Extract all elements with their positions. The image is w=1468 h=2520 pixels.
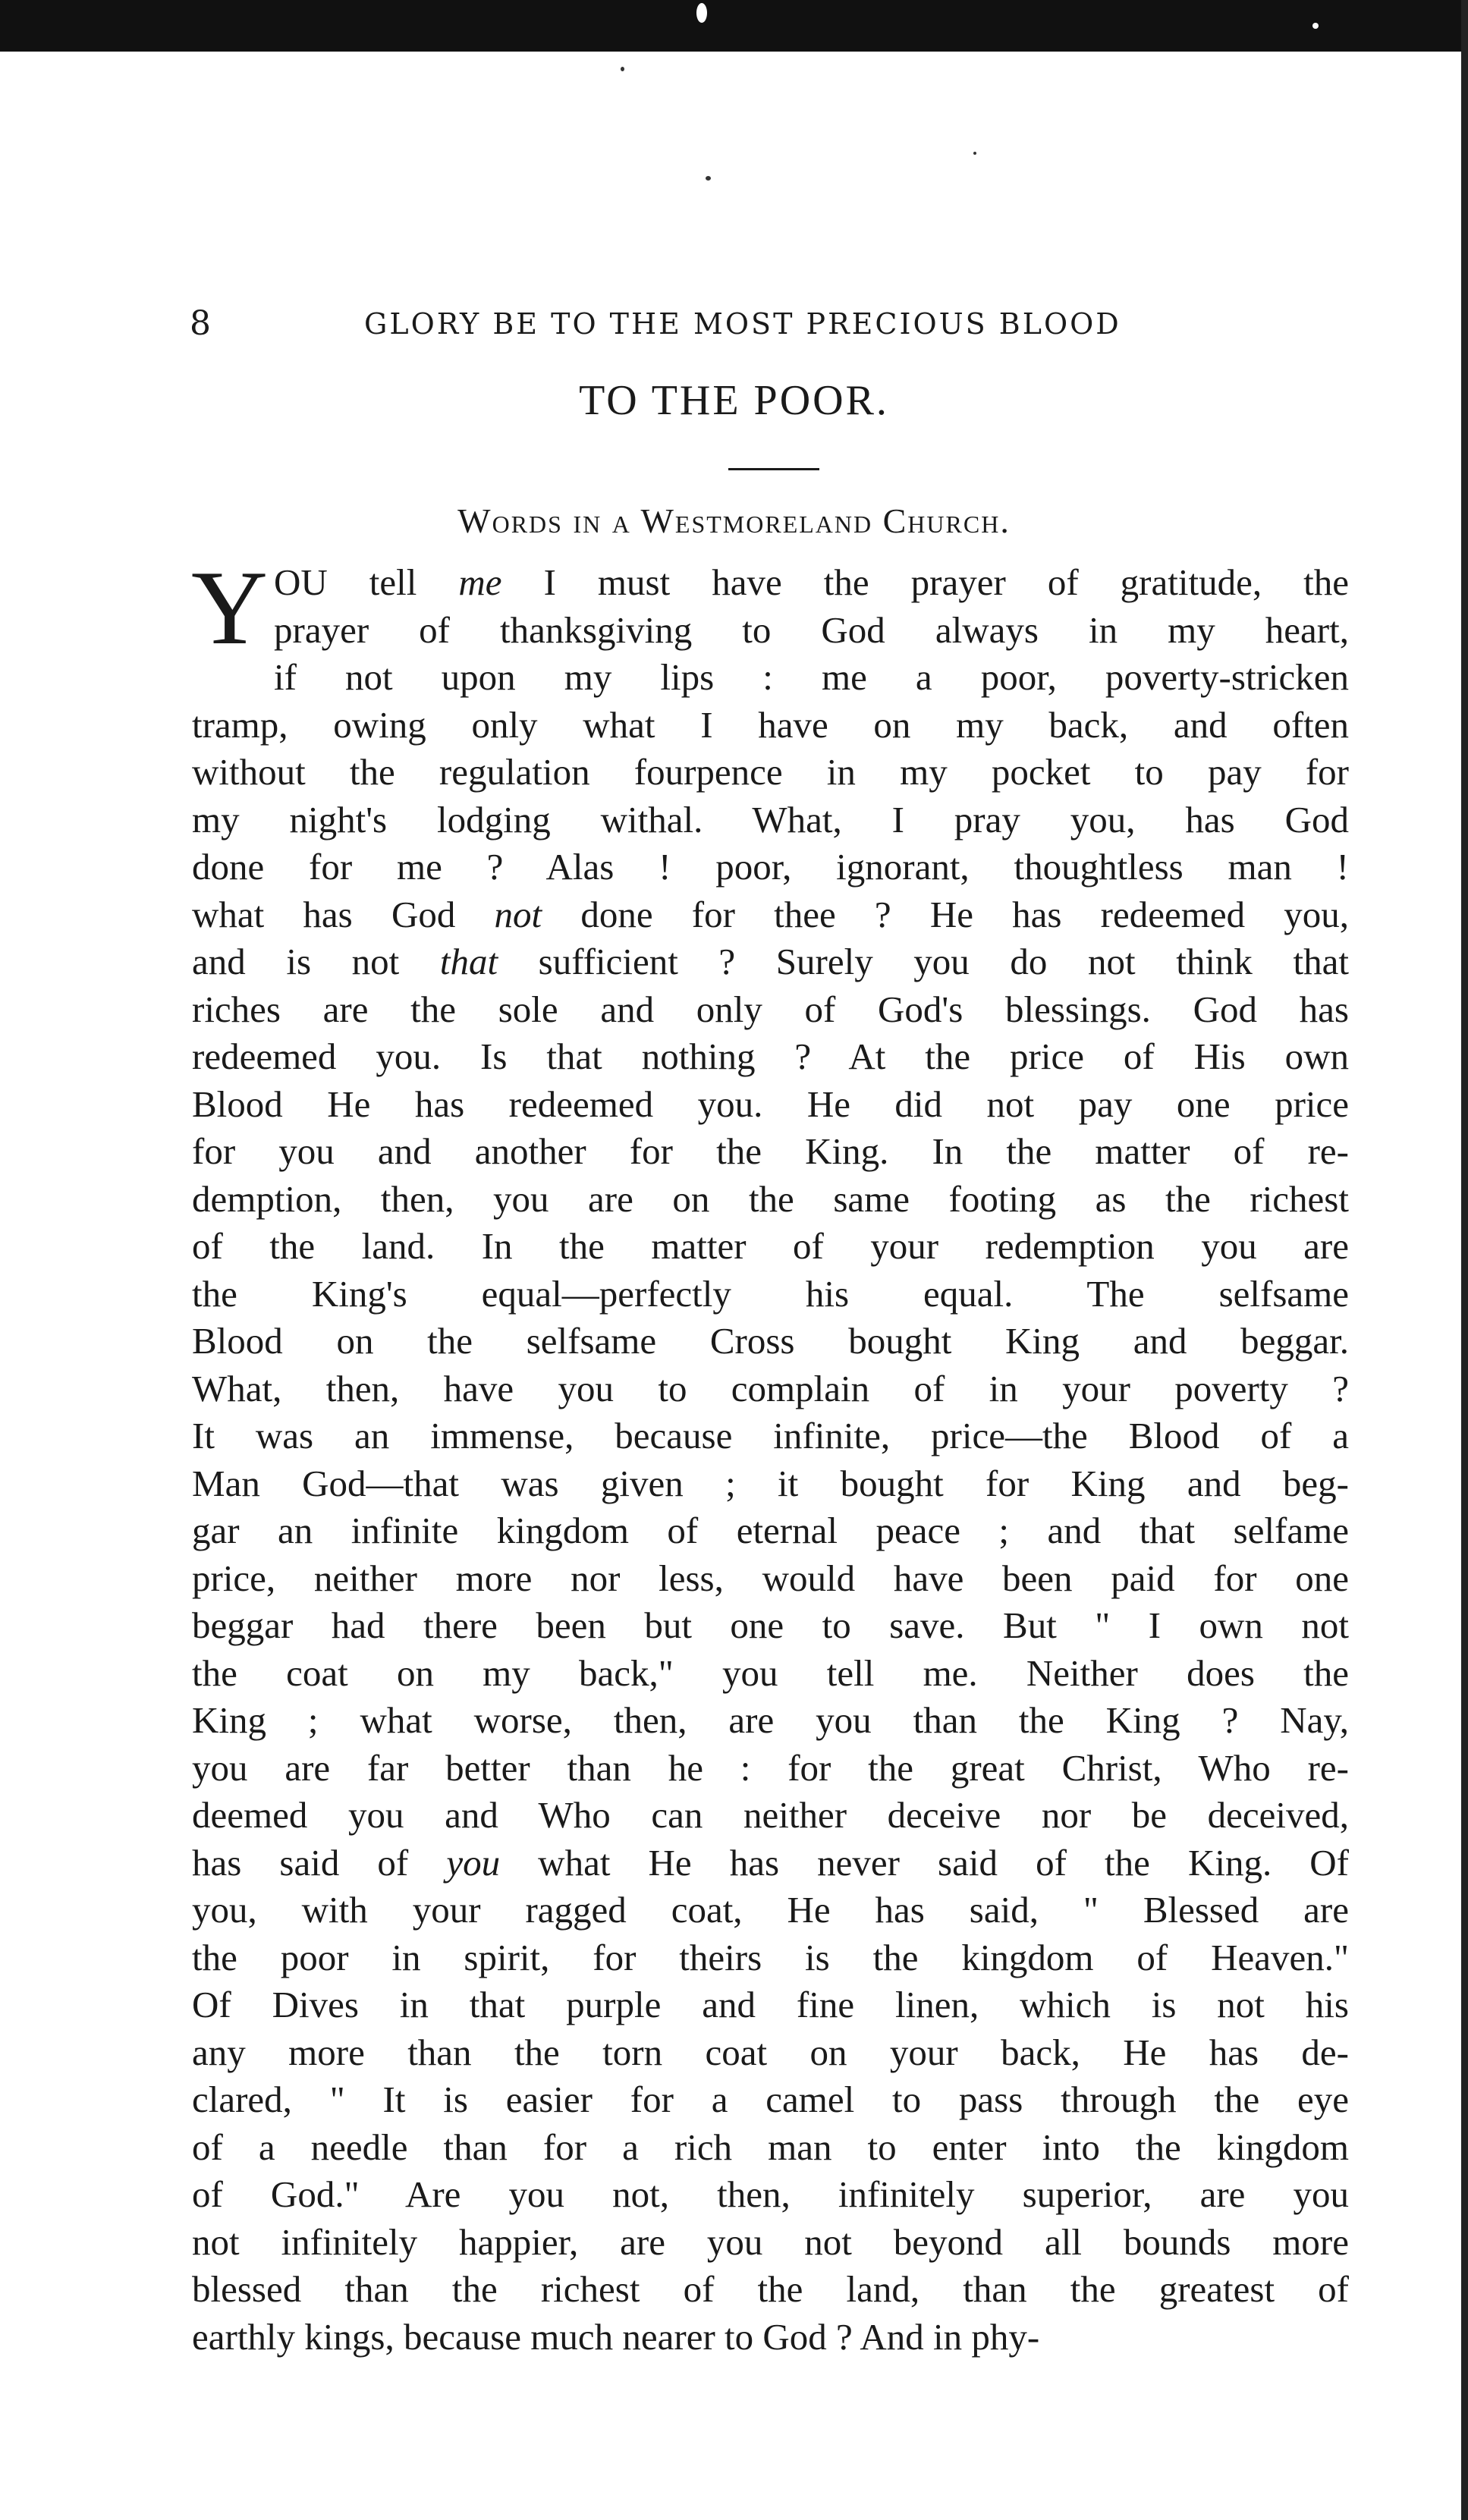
scan-speck: [621, 67, 624, 71]
text-line: has said of you what He has never said of the King. Of: [192, 1841, 1349, 1884]
text-line: price, neither more nor less, would have been paid for one: [192, 1557, 1349, 1599]
text-line: What, then, have you to complain of in your poverty ?: [192, 1367, 1349, 1409]
text-line: if not upon my lips : me a poor, poverty-stricken: [274, 656, 1349, 698]
text-line: deemed you and Who can neither deceive nor be deceived,: [192, 1794, 1349, 1836]
scan-speck: [1312, 23, 1319, 29]
text-line: It was an immense, because infinite, price—the Blood of a: [192, 1415, 1349, 1456]
scan-speck: [696, 3, 707, 23]
drop-cap: Y: [191, 549, 269, 667]
text-line: done for me ? Alas ! poor, ignorant, thoughtless man !: [192, 846, 1349, 888]
text-line: blessed than the richest of the land, than the greatest of: [192, 2268, 1349, 2310]
text-line: Man God—that was given ; it bought for King and beg-: [192, 1462, 1349, 1504]
emphasis-text: me: [458, 561, 502, 603]
scan-top-border: [0, 0, 1468, 52]
running-title: GLORY BE TO THE MOST PRECIOUS BLOOD: [364, 307, 1121, 341]
emphasis-text: not: [494, 893, 542, 935]
text-line: not infinitely happier, are you not beyond all bounds more: [192, 2220, 1349, 2263]
text-line: gar an infinite kingdom of eternal peace ; and that selfame: [192, 1510, 1349, 1551]
text-line: OU tell me I must have the prayer of gratitude, the: [274, 561, 1349, 603]
emphasis-text: that: [439, 941, 498, 982]
text-line: and is not that sufficient ? Surely you do not think that: [192, 941, 1349, 982]
text-line: my night's lodging withal. What, I pray you, has God: [192, 798, 1349, 841]
text-line: the King's equal—perfectly his equal. The selfsame: [192, 1272, 1349, 1315]
text-line: the poor in spirit, for theirs is the kingdom of Heaven.": [192, 1936, 1349, 1978]
text-line: redeemed you. Is that nothing ? At the price of His own: [192, 1035, 1349, 1077]
text-line: of God." Are you not, then, infinitely superior, are you: [192, 2173, 1349, 2215]
text-line: you are far better than he : for the great Christ, Who re-: [192, 1746, 1349, 1789]
scan-speck: [706, 176, 711, 181]
text-line: without the regulation fourpence in my pocket to pay for: [192, 751, 1349, 793]
text-line: King ; what worse, then, are you than the King ? Nay,: [192, 1699, 1349, 1741]
scan-speck: [973, 152, 976, 155]
text-line: prayer of thanksgiving to God always in my heart,: [274, 608, 1349, 651]
emphasis-text: you: [446, 1841, 501, 1884]
text-line: you, with your ragged coat, He has said, " Blessed are: [192, 1889, 1349, 1931]
body-text: [192, 559, 1349, 2361]
running-head: [190, 297, 1275, 350]
text-line: of the land. In the matter of your redemption you are: [192, 1225, 1349, 1267]
text-line: of a needle than for a rich man to enter into the kingdom: [192, 2126, 1349, 2168]
title-rule: [728, 468, 819, 470]
text-line: Blood on the selfsame Cross bought King and beggar.: [192, 1320, 1349, 1362]
text-line: what has God not done for thee ? He has redeemed you,: [192, 893, 1349, 935]
page-number: 8: [190, 304, 211, 343]
text-line: riches are the sole and only of God's blessings. God has: [192, 988, 1349, 1030]
text-line: beggar had there been but one to save. But " I own not: [192, 1604, 1349, 1646]
text-line: earthly kings, because much nearer to God ? And in phy-: [192, 2315, 1040, 2358]
text-line: tramp, owing only what I have on my back, and often: [192, 703, 1349, 746]
text-line: Of Dives in that purple and fine linen, which is not his: [192, 1984, 1349, 2025]
text-line: Blood He has redeemed you. He did not pay one price: [192, 1082, 1349, 1125]
text-line: clared, " It is easier for a camel to pass through the eye: [192, 2079, 1349, 2120]
text-line: demption, then, you are on the same footing as the richest: [192, 1177, 1349, 1220]
chapter-subtitle: Words in a Westmoreland Church.: [457, 501, 1011, 540]
text-line: any more than the torn coat on your back, He has de-: [192, 2031, 1349, 2073]
text-line: for you and another for the King. In the matter of re-: [192, 1130, 1349, 1172]
text-line: the coat on my back," you tell me. Neither does the: [192, 1651, 1349, 1694]
chapter-title: TO THE POOR.: [579, 377, 889, 424]
